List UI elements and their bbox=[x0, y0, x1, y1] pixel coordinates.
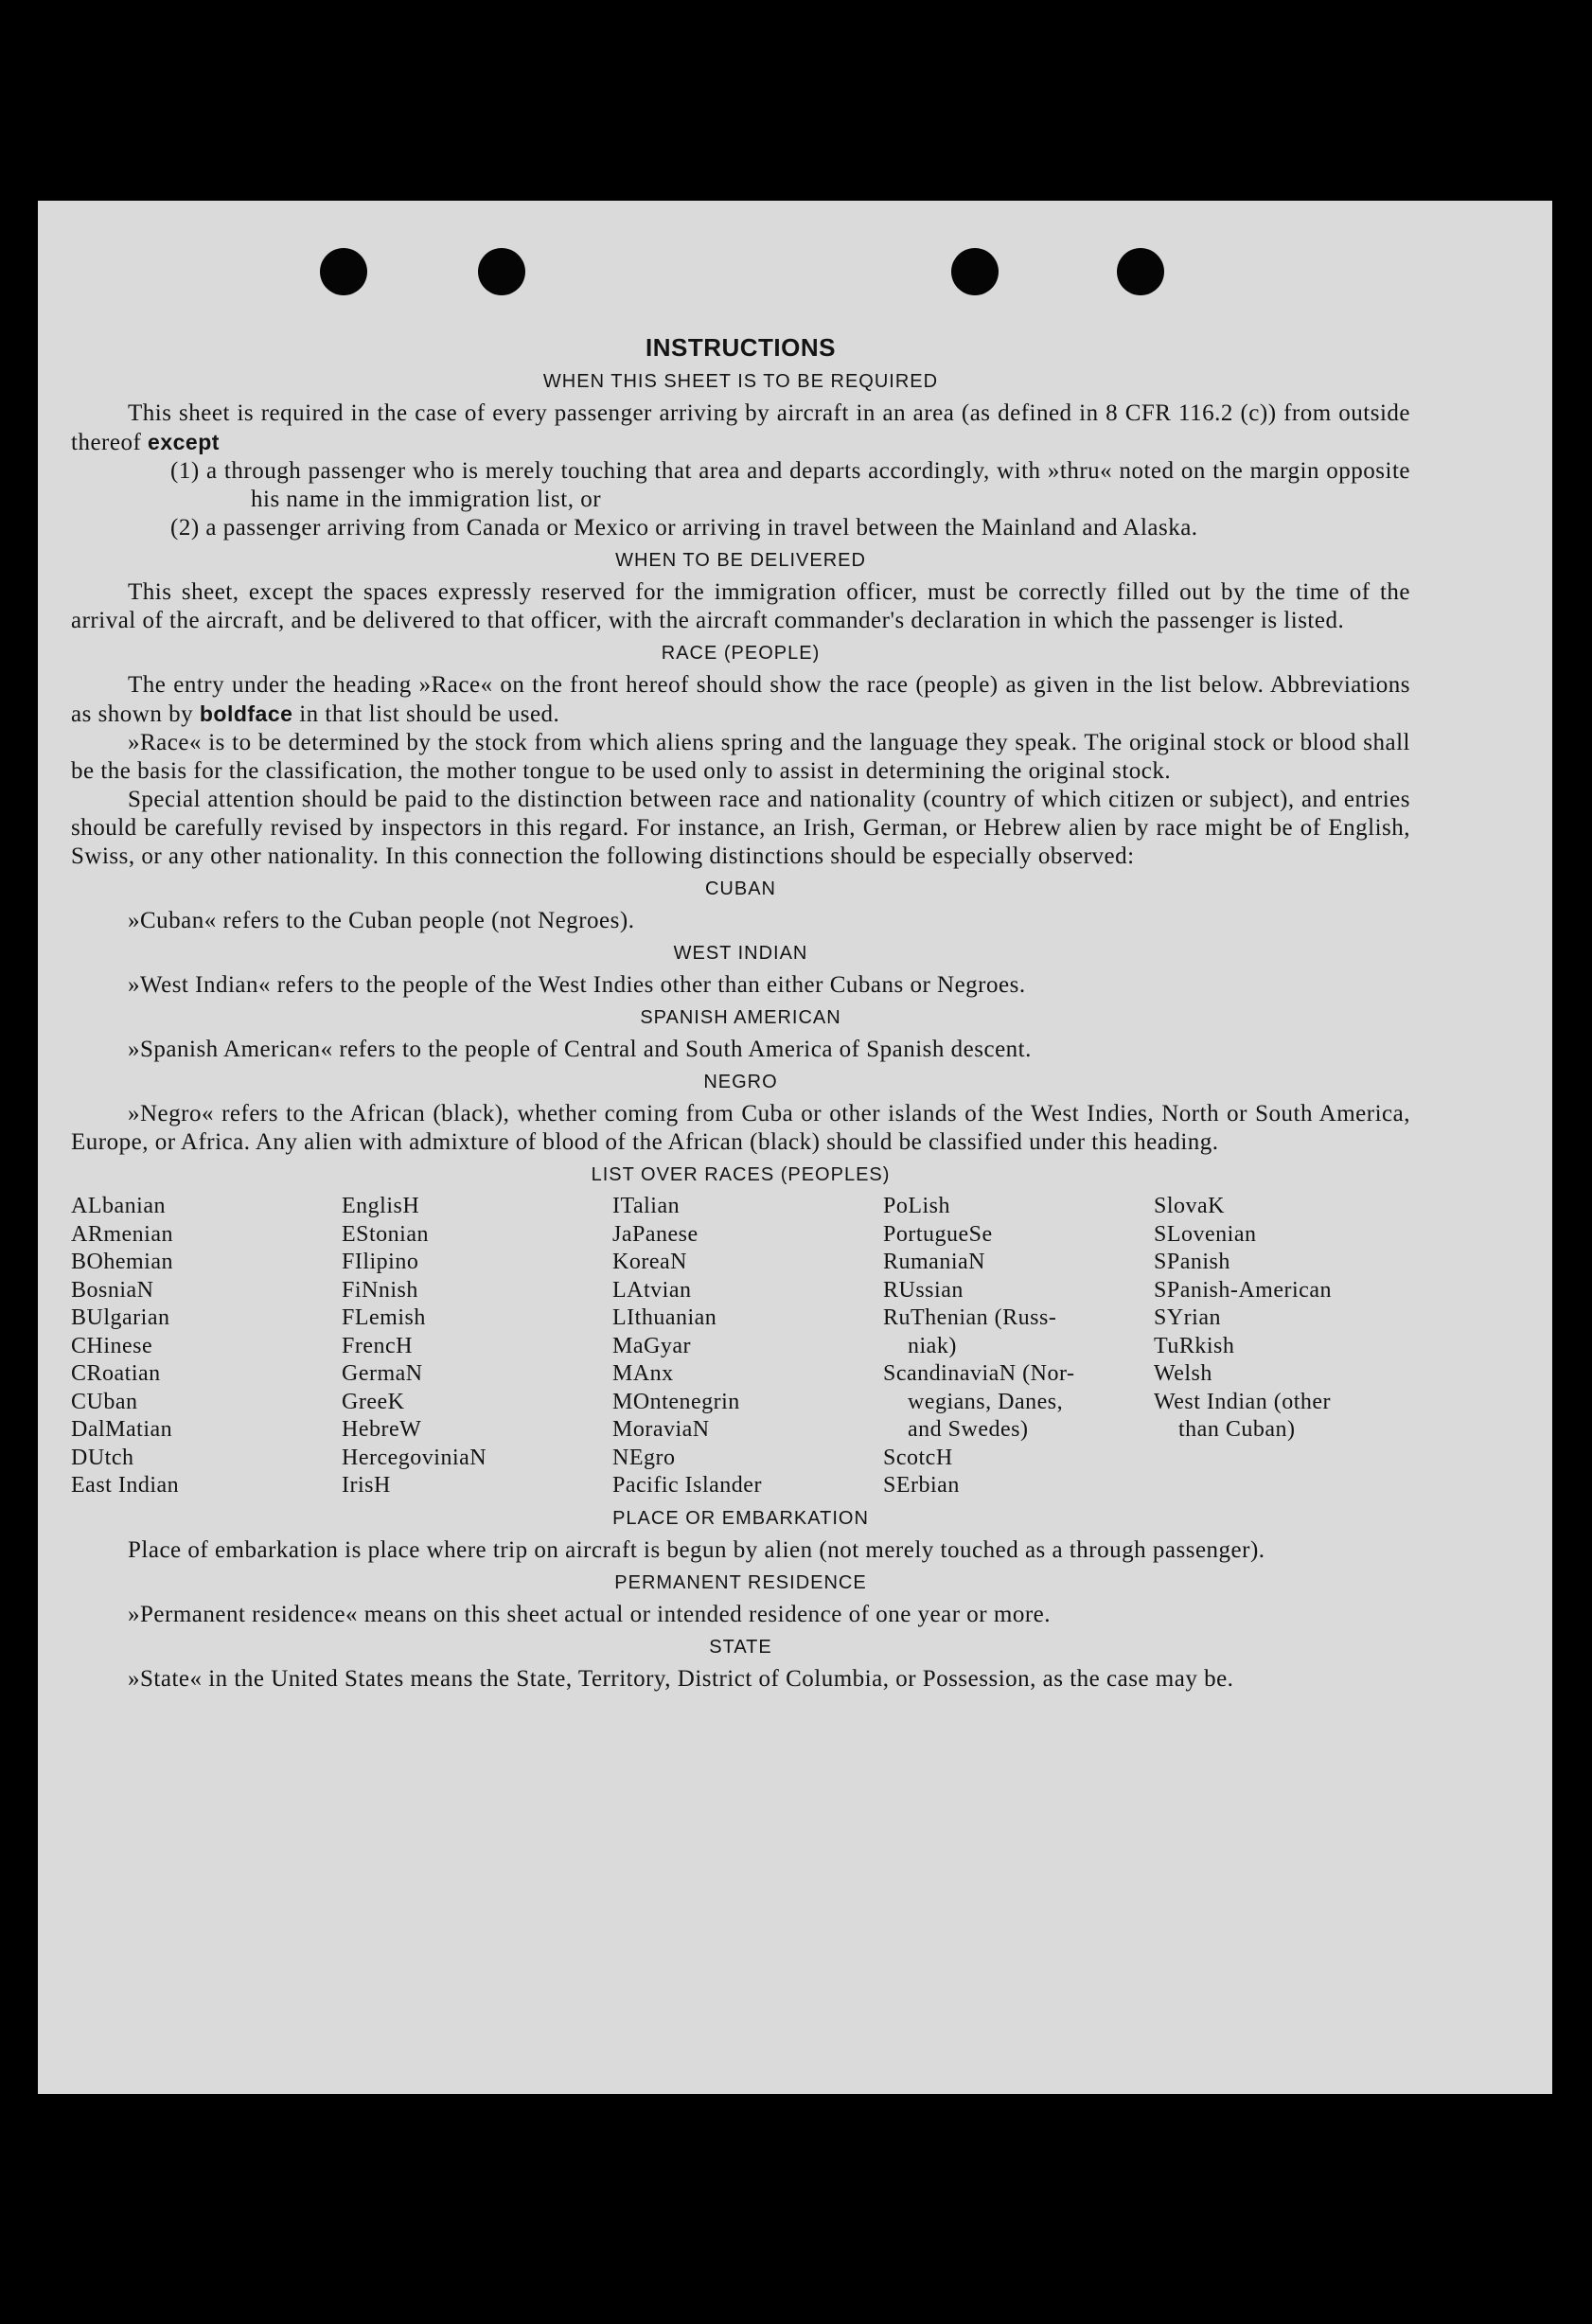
race-entry-continued: and Swedes) bbox=[908, 1417, 1029, 1442]
race-entry: EStonian bbox=[342, 1221, 429, 1247]
race-entry: CHinese bbox=[71, 1333, 153, 1358]
race-entry: ALbanian bbox=[71, 1194, 166, 1218]
race-entry: ITalian bbox=[612, 1194, 681, 1218]
race-entry-continued: niak) bbox=[908, 1333, 957, 1358]
section-heading-cuban: CUBAN bbox=[704, 878, 776, 899]
punch-hole bbox=[1117, 248, 1164, 295]
race-entry: BosniaN bbox=[71, 1277, 154, 1303]
race-entry: SlovaK bbox=[1154, 1194, 1225, 1218]
race-entry: IrisH bbox=[342, 1473, 391, 1498]
negro-paragraph: »Negro« refers to the African (black), whether coming from Cuba or other islands of the West Indies, North or South America, Europe, or Africa. Any alien with admixture of blood of the African (black) should be classified under this heading. bbox=[71, 1101, 1410, 1155]
race-entry: TuRkish bbox=[1154, 1333, 1235, 1358]
section-heading-spanish-american: SPANISH AMERICAN bbox=[640, 1007, 841, 1028]
instruction-sheet bbox=[38, 201, 1552, 2094]
race-entry: FrencH bbox=[342, 1333, 413, 1358]
race-entry: RuThenian (Russ- bbox=[883, 1305, 1057, 1330]
section-heading-delivered: WHEN TO BE DELIVERED bbox=[615, 550, 866, 571]
race-entry: LAtvian bbox=[612, 1277, 692, 1303]
race-column bbox=[342, 1193, 612, 1500]
section-heading-west-indian: WEST INDIAN bbox=[673, 943, 808, 964]
race-entry: East Indian bbox=[71, 1473, 180, 1498]
residence-paragraph: »Permanent residence« means on this sheet actual or intended residence of one year or more. bbox=[128, 1601, 1052, 1627]
race-entry: FiNnish bbox=[342, 1277, 418, 1303]
race-entry: JaPanese bbox=[612, 1221, 699, 1247]
race-entry: BUlgarian bbox=[71, 1305, 170, 1330]
state-paragraph: »State« in the United States means the State, Territory, District of Columbia, or Possession, as the case may be. bbox=[128, 1665, 1234, 1692]
race-column bbox=[71, 1193, 342, 1500]
delivered-paragraph: This sheet, except the spaces expressly reserved for the immigration officer, must be correctly filled out by the time of the arrival of the aircraft, and be delivered to that officer, with the aircraft commander's declaration in which the passenger is listed. bbox=[71, 579, 1410, 633]
race-list bbox=[71, 1193, 1410, 1500]
race-entry: BOhemian bbox=[71, 1250, 173, 1274]
race-entry: HercegoviniaN bbox=[342, 1445, 487, 1470]
race-entry: PoLish bbox=[883, 1194, 951, 1218]
race-column bbox=[612, 1193, 883, 1500]
race-entry: GermaN bbox=[342, 1361, 423, 1386]
race-entry: ScandinaviaN (Nor- bbox=[883, 1361, 1075, 1386]
race-entry: DUtch bbox=[71, 1445, 134, 1470]
race-p1-bold: boldface bbox=[199, 701, 293, 726]
race-entry: MoraviaN bbox=[612, 1417, 710, 1442]
document-body bbox=[71, 333, 1410, 1694]
race-entry: SErbian bbox=[883, 1473, 960, 1498]
race-entry: CUban bbox=[71, 1389, 138, 1414]
section-heading-embarkation: PLACE OR EMBARKATION bbox=[612, 1507, 869, 1529]
race-p1-start: The entry under the heading »Race« on the front hereof should show the race (people) as given in the list below. Abbreviations as shown by bbox=[71, 672, 1410, 727]
race-entry: ARmenian bbox=[71, 1221, 173, 1247]
race-entry: MaGyar bbox=[612, 1333, 691, 1358]
section-heading-race: RACE (PEOPLE) bbox=[661, 643, 821, 664]
race-paragraph-3: Special attention should be paid to the distinction between race and nationality (country of which citizen or subject), and entries should be carefully revised by inspectors in this regard. For instance, an Irish, German, or Hebrew alien by race might be of English, Swiss, or any other nationality. In this connection the following distinctions should be especially observed: bbox=[71, 787, 1410, 869]
section-heading-required: WHEN THIS SHEET IS TO BE REQUIRED bbox=[542, 371, 939, 392]
section-heading-residence: PERMANENT RESIDENCE bbox=[614, 1571, 867, 1593]
punch-hole bbox=[320, 248, 367, 295]
race-column bbox=[883, 1193, 1154, 1500]
required-paragraph bbox=[71, 399, 1410, 457]
race-entry: SPanish-American bbox=[1154, 1277, 1332, 1303]
race-paragraph-2: »Race« is to be determined by the stock from which aliens spring and the language they speak. The original stock or blood shall be the basis for the classification, the mother tongue to be used only to assist in determining the original stock. bbox=[71, 730, 1410, 784]
spanish-american-paragraph: »Spanish American« refers to the people of Central and South America of Spanish descent. bbox=[128, 1037, 1032, 1062]
race-entry: West Indian (other bbox=[1154, 1389, 1332, 1414]
embarkation-paragraph: Place of embarkation is place where trip on aircraft is begun by alien (not merely touched as a through passenger). bbox=[128, 1536, 1265, 1563]
race-entry: Welsh bbox=[1154, 1361, 1212, 1386]
punch-hole bbox=[951, 248, 999, 295]
race-entry: EnglisH bbox=[342, 1194, 420, 1218]
race-entry: HebreW bbox=[342, 1417, 422, 1442]
punch-hole bbox=[478, 248, 525, 295]
race-entry-continued: wegians, Danes, bbox=[908, 1389, 1064, 1414]
section-heading-state: STATE bbox=[709, 1636, 772, 1658]
race-entry: RumaniaN bbox=[883, 1250, 985, 1274]
race-column bbox=[1154, 1193, 1424, 1500]
required-item-2: (2) a passenger arriving from Canada or Mexico or arriving in travel between the Mainland and Alaska. bbox=[170, 515, 1198, 541]
race-entry: FIlipino bbox=[342, 1250, 419, 1274]
race-entry: SLovenian bbox=[1154, 1221, 1257, 1247]
race-entry: RUssian bbox=[883, 1277, 964, 1303]
race-entry: SYrian bbox=[1154, 1305, 1221, 1330]
required-item-1: (1) a through passenger who is merely touching that area and departs accordingly, with »thru« noted on the margin opposite his name in the immigration list, or bbox=[170, 458, 1410, 512]
race-entry: KoreaN bbox=[612, 1250, 687, 1274]
required-except: except bbox=[148, 430, 220, 454]
race-entry: DalMatian bbox=[71, 1417, 173, 1442]
cuban-paragraph: »Cuban« refers to the Cuban people (not Negroes). bbox=[128, 908, 635, 933]
race-entry: FLemish bbox=[342, 1305, 426, 1330]
race-entry: NEgro bbox=[612, 1445, 676, 1470]
race-entry: GreeK bbox=[342, 1389, 405, 1414]
race-entry: ScotcH bbox=[883, 1445, 953, 1470]
race-entry: CRoatian bbox=[71, 1361, 161, 1386]
race-entry: PortugueSe bbox=[883, 1221, 993, 1247]
race-paragraph-1 bbox=[71, 671, 1410, 729]
race-entry: Pacific Islander bbox=[612, 1473, 762, 1498]
section-heading-race-list: LIST OVER RACES (PEOPLES) bbox=[591, 1164, 891, 1185]
race-entry: SPanish bbox=[1154, 1250, 1230, 1274]
race-p1-end: in that list should be used. bbox=[299, 701, 560, 727]
page-title: INSTRUCTIONS bbox=[646, 333, 836, 362]
race-entry: LIthuanian bbox=[612, 1305, 717, 1330]
section-heading-negro: NEGRO bbox=[703, 1072, 778, 1092]
race-entry: MAnx bbox=[612, 1361, 674, 1386]
race-entry-continued: than Cuban) bbox=[1178, 1417, 1296, 1442]
race-entry: MOntenegrin bbox=[612, 1389, 740, 1414]
west-indian-paragraph: »West Indian« refers to the people of the West Indies other than either Cubans or Negroes. bbox=[128, 972, 1026, 998]
required-text: This sheet is required in the case of every passenger arriving by aircraft in an area (as defined in 8 CFR 116.2 (c)) from outside thereof bbox=[71, 400, 1410, 455]
